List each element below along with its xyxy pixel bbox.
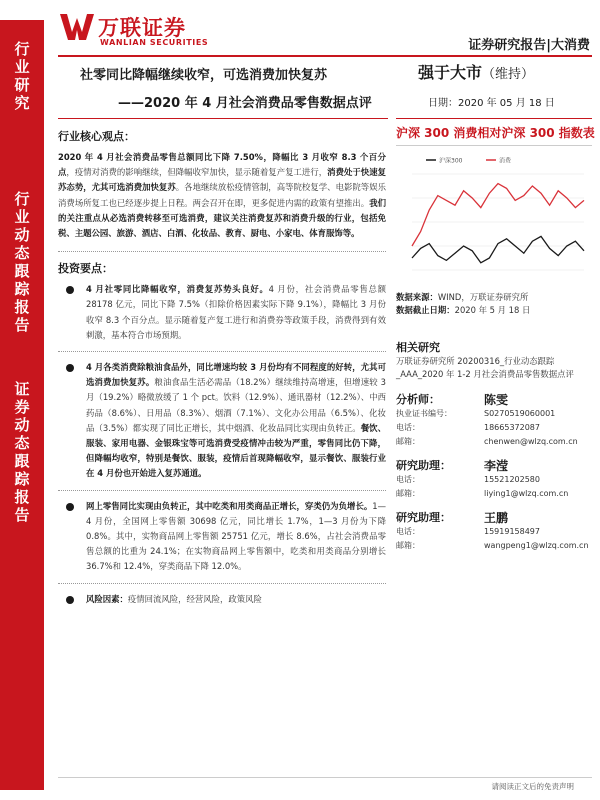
sidebar-info (396, 124, 595, 553)
contact-label: 邮箱： (396, 437, 420, 446)
point-headline: 4 月社零同比降幅收窄，消费复苏势头良好。 (86, 284, 269, 295)
point-headline: 4 月各类消费除粮油食品外，同比增速均较 3 月份均有不同程度的好转，尤其可选消费加快复苏。 (86, 362, 386, 388)
footer-divider (58, 777, 592, 778)
related-line[interactable]: _AAA_2020 年 1-2 月社会消费品零售数据点评 (396, 369, 574, 379)
core-view-text-3: 。各地继续放松疫情管制，高等院校复学、电影院等娱乐消费场所复工也已经逐步提上日程。两会召开在即，更多促进内需的政策有望推出。 (58, 182, 387, 208)
side-tag-char: 告 (14, 316, 30, 334)
core-view-text-1: ，疫情对消费的影响继续，但降幅收窄加快，显示随着复产复工进行， (66, 167, 328, 178)
contact-label: 电话： (396, 527, 420, 536)
analyst-role (396, 509, 592, 525)
related-line[interactable]: 万联证券研究所 20200316_行业动态跟踪 (396, 356, 555, 366)
core-view-lead: 2020 年 4 月社会消费品零售总额同比下降 7.50%，降幅比 3 月收窄 8.3 个百分点 (58, 152, 386, 178)
brand-mark-icon (58, 12, 98, 42)
analyst-contact (396, 407, 592, 421)
contact-value[interactable]: chenwen@wlzq.com.cn (484, 437, 578, 446)
side-tag-char: 究 (14, 94, 30, 112)
rating-label: 强于大市 (418, 63, 483, 82)
contact-value: 15521202580 (484, 475, 540, 484)
analyst-name: 陈雯 (484, 393, 509, 407)
point-headline: 网上零售同比实现由负转正，其中吃类和用类商品正增长，穿类仍为负增长。 (86, 500, 373, 511)
point-divider (58, 490, 386, 491)
side-tag-char: 业 (14, 58, 30, 76)
point-text: 4 月份，社会消费品零售总额 28178 亿元，同比下降 7.5%（扣除价格因素实际下降 9.1%），降幅比 3 月份收窄 8.3 个百分点。显示随着复产复工进行和消费券等政策手段，消费得到有效刺激，基本符合市场预期。 (86, 284, 386, 340)
disclaimer-note: 请阅读正文后的免责声明 (491, 782, 574, 791)
core-view-bold-2: 消费处于快速复苏态势，尤其可选消费加快复苏 (58, 167, 387, 193)
point-divider (58, 583, 386, 584)
analyst-role-label: 分析师： (396, 393, 440, 406)
contact-value[interactable]: liying1@wlzq.com.cn (484, 489, 569, 498)
brand-logo (58, 12, 228, 52)
brand-name-en: WANLIAN SECURITIES (100, 38, 209, 47)
legend-label: 消费 (499, 157, 512, 165)
point-text: 粮油食品生活必需品（18.2%）继续维持高增速，但增速较 3 月（19.2%）略微放缓了 1 个 pct。饮料（12.9%）、通讯器材（12.2%）、中西药品（8.6%）、日用品（8.3%）、烟酒（7.1%）、文化办公用品（6.5%）、化妆品（3.5%）都实现了同比正增长，其中烟酒、化妆品同比实现由负转正。 (86, 377, 386, 433)
contact-label: 电话： (396, 475, 420, 484)
analyst-role-label: 研究助理： (396, 459, 451, 472)
analyst-role (396, 457, 592, 473)
risk-heading: 风险因素： (86, 593, 128, 604)
report-subtitle: ——2020 年 4 月社会消费品零售数据点评 (118, 96, 372, 111)
analyst-contact (396, 435, 592, 449)
side-tag-char: 态 (14, 434, 30, 452)
bullet-dot-icon (66, 596, 74, 604)
rating (418, 60, 534, 83)
side-tag-char: 态 (14, 244, 30, 262)
side-tag-industry-research (0, 40, 44, 112)
analyst-contact (396, 525, 592, 539)
side-tag-char: 跟 (14, 262, 30, 280)
contact-value: S0270519060001 (484, 409, 556, 418)
rating-note: （维持） (482, 67, 535, 82)
side-tag-char: 动 (14, 226, 30, 244)
analyst-contact (396, 539, 592, 553)
related-heading: 相关研究 (396, 341, 440, 354)
report-date: 日期：2020 年 05 月 18 日 (428, 98, 555, 109)
side-tag-char: 行 (14, 40, 30, 58)
side-tag-char: 告 (14, 506, 30, 524)
analyst-list (396, 391, 592, 553)
report-title: 社零同比降幅继续收窄，可选消费加快复苏 (80, 68, 328, 83)
core-view-recommendation: 我们的关注重点从必选消费转移至可选消费，建议关注消费复苏和消费升级的行业，包括免税、主题公园、旅游、酒店、白酒、化妆品、教育、厨电、小家电、体育服饰等。 (58, 197, 387, 239)
index-chart-svg (396, 146, 592, 286)
core-views-heading: 行业核心观点： (58, 130, 135, 143)
investment-point (58, 282, 386, 343)
index-chart (396, 145, 592, 285)
contact-label: 邮箱： (396, 541, 420, 550)
data-cutoff-value: 2020 年 5 月 18 日 (454, 305, 531, 315)
side-tag-char: 行 (14, 190, 30, 208)
data-cutoff (396, 304, 592, 317)
header-divider (58, 55, 592, 57)
side-tag-securities-tracking (0, 380, 44, 524)
brand-name-cn: 万联证券 (98, 16, 186, 40)
risk-factors (58, 592, 386, 607)
contact-value[interactable]: wangpeng1@wlzq.com.cn (484, 541, 589, 550)
side-tag-char: 业 (14, 208, 30, 226)
analyst-contact (396, 487, 592, 501)
contact-label: 邮箱： (396, 489, 420, 498)
investment-point (58, 360, 386, 482)
contact-value: 18665372087 (484, 423, 540, 432)
contact-label: 执业证书编号： (396, 409, 452, 418)
analyst-name: 王鹏 (484, 511, 509, 525)
core-views-paragraph (58, 150, 386, 241)
analyst-contact (396, 421, 592, 435)
bullet-dot-icon (66, 503, 74, 511)
data-cutoff-label: 数据截止日期： (396, 305, 455, 315)
risk-text: 疫情回流风险，经营风险，政策风险 (127, 593, 262, 604)
side-tag-char: 券 (14, 398, 30, 416)
analyst-name: 李滢 (484, 459, 509, 473)
side-tag-char: 证 (14, 380, 30, 398)
contact-label: 电话： (396, 423, 420, 432)
analyst-role (396, 391, 592, 407)
side-tag-industry-tracking (0, 190, 44, 334)
side-tag-char: 跟 (14, 452, 30, 470)
data-source (396, 291, 592, 304)
side-tag-char: 报 (14, 488, 30, 506)
title-divider-right (396, 118, 592, 119)
data-source-label: 数据来源： (396, 292, 438, 302)
main-content (58, 128, 386, 615)
side-tag-char: 报 (14, 298, 30, 316)
point-conclusion: 餐饮、服装、家用电器、金银珠宝等可选消费受疫情冲击较为严重，零售同比仍下降，但降幅均收窄，特别是餐饮、服装，疫情后首现降幅收窄，显示餐饮、服装行业在 4 月份也开始进入复苏通道。 (86, 422, 387, 479)
side-tag-char: 动 (14, 416, 30, 434)
data-source-value: WIND，万联证券研究所 (437, 292, 529, 302)
bullet-dot-icon (66, 286, 74, 294)
investment-heading: 投资要点： (58, 262, 113, 276)
title-divider-left (58, 118, 388, 119)
chart-title: 沪深 300 消费相对沪深 300 指数表 (396, 126, 595, 140)
analyst-role-label: 研究助理： (396, 511, 451, 524)
point-text: 1—4 月份，全国网上零售额 30698 亿元，同比增长 1.7%，1—3 月份为下降 0.8%。其中，实物商品网上零售额 25751 亿元，增长 8.6%，占社会消费品零售总额的比重为 24.1%；在实物商品网上零售额中，吃类和用类商品分别增长 36.7%和 12.4%，穿类商品下降 12.0%。 (86, 500, 386, 572)
investment-point (58, 499, 386, 575)
section-divider (58, 251, 386, 252)
bullet-dot-icon (66, 364, 74, 372)
point-divider (58, 351, 386, 352)
contact-value: 15919158497 (484, 527, 540, 536)
report-type: 证券研究报告|大消费 (468, 38, 590, 53)
analyst-contact (396, 473, 592, 487)
side-tag-char: 踪 (14, 470, 30, 488)
legend-label: 沪深300 (439, 157, 463, 165)
side-tag-char: 研 (14, 76, 30, 94)
side-tag-char: 踪 (14, 280, 30, 298)
